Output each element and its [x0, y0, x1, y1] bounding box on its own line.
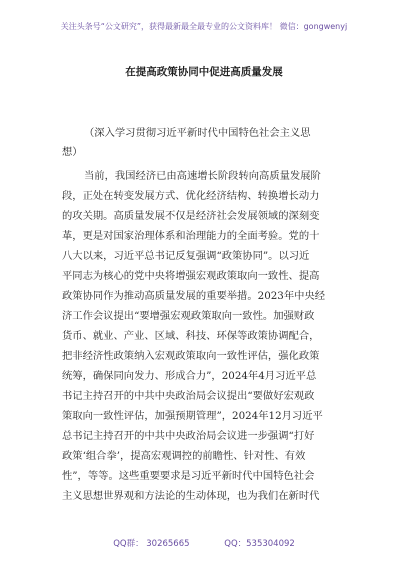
footer-qq: QQ：535304092 — [224, 539, 295, 549]
body-line: 当前，我国经济已由高速增长阶段转向高质量发展阶 — [84, 170, 321, 182]
body-line: 主义思想世界观和方法论的生动体现，也为我们在新时代 — [62, 490, 320, 502]
body-line: 把非经济性政策纳入宏观政策取向一致性评估，强化政策 — [62, 350, 320, 362]
body-line: 政策‘组合拳’，提高宏观调控的前瞻性、针对性、有效 — [62, 450, 306, 462]
body-line: 性”，等等。这些重要要求是习近平新时代中国特色社会 — [62, 470, 315, 482]
body-line: 策取向一致性评估，加强预期管理”，2024年12月习近平 — [62, 410, 323, 422]
body-line: 统筹，确保同向发力、形成合力”，2024年4月习近平总 — [62, 370, 317, 382]
body-line: 济工作会议提出“要增强宏观政策取向一致性。加强财政 — [62, 310, 315, 322]
body-line: 的攻关期。高质量发展不仅是经济社会发展领域的深刻变 — [62, 210, 320, 222]
body-line: 货币、就业、产业、区域、科技、环保等政策协调配合， — [62, 330, 320, 342]
body-line: 革，更是对国家治理体系和治理能力的全面考验。党的十 — [62, 230, 320, 242]
body-line: 平同志为核心的党中央将增强宏观政策取向一致性、提高 — [62, 270, 320, 282]
body-line: 总书记主持召开的中共中央政治局会议进一步强调“打好 — [62, 430, 315, 442]
body-line: 政策协同作为推动高质量发展的重要举措。2023年中央经 — [62, 290, 326, 302]
header-banner: 关注头条号“公文研究”，获得最新最全最专业的公文资料库！ 微信：gongwenyj — [60, 22, 348, 31]
subtitle-line: （深入学习贯彻习近平新时代中国特色社会主义思 — [84, 127, 311, 139]
body-line: 八大以来，习近平总书记反复强调“政策协同”。以习近 — [62, 250, 310, 262]
subtitle-line: 想） — [62, 146, 83, 158]
body-line: 书记主持召开的中共中央政治局会议提出“要做好宏观政 — [62, 390, 315, 402]
document-title: 在提高政策协同中促进高质量发展 — [125, 66, 283, 78]
body-line: 段，正处在转变发展方式、优化经济结构、转换增长动力 — [62, 190, 320, 202]
footer-contact — [0, 537, 408, 549]
footer-qq-group: QQ群： 30265665 — [113, 539, 190, 549]
